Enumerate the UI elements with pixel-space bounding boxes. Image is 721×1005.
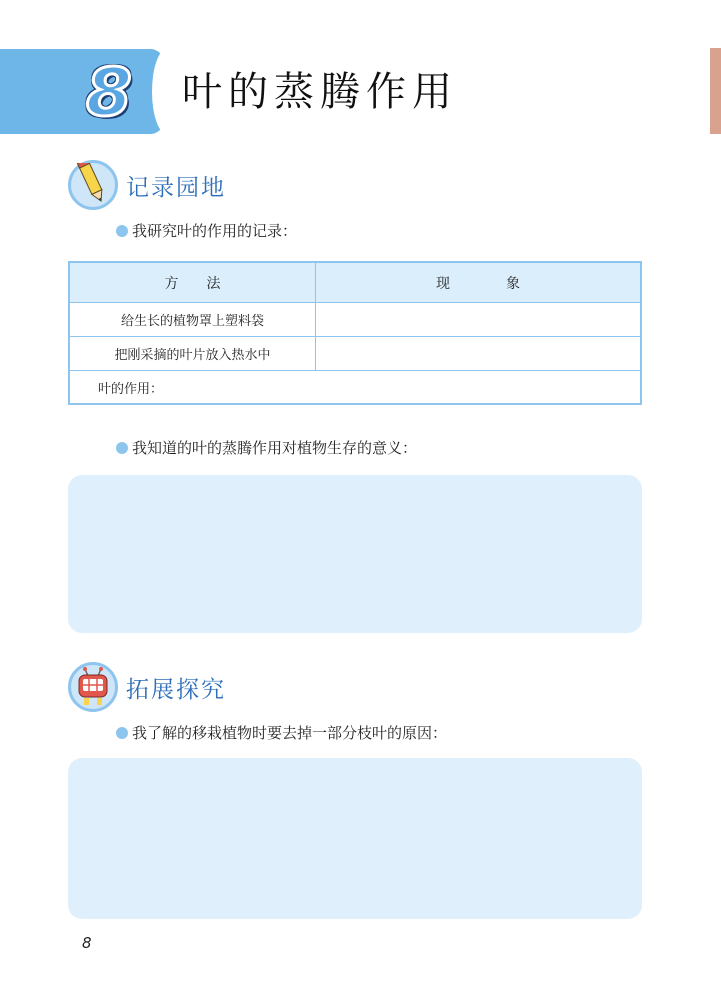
bullet-dot	[116, 442, 128, 454]
page-number: 8	[82, 934, 92, 952]
significance-prompt	[116, 437, 417, 459]
method-cell: 把刚采摘的叶片放入热水中	[70, 337, 316, 370]
phenomenon-cell[interactable]	[316, 303, 640, 336]
method-cell: 给生长的植物罩上塑料袋	[70, 303, 316, 336]
significance-answer-box[interactable]	[68, 475, 642, 633]
significance-prompt-text: 我知道的叶的蒸腾作用对植物生存的意义：	[132, 439, 418, 457]
record-prompt	[116, 220, 297, 242]
header-method: 方 法	[70, 263, 316, 302]
chapter-number: 8	[86, 54, 132, 131]
table-footer-row	[70, 371, 640, 403]
chapter-title: 叶的蒸腾作用	[182, 69, 458, 115]
bullet-dot	[116, 727, 128, 739]
side-tab	[710, 48, 721, 134]
leaf-function-label[interactable]: 叶的作用：	[98, 381, 164, 397]
bullet-dot	[116, 225, 128, 237]
extend-answer-box[interactable]	[68, 758, 642, 919]
table-row	[70, 337, 640, 371]
robot-icon	[68, 662, 118, 712]
extend-prompt	[116, 722, 447, 744]
header-phenomenon: 现 象	[436, 275, 520, 292]
extend-section-title: 拓展探究	[126, 677, 226, 703]
record-section-title: 记录园地	[126, 175, 226, 201]
table-row	[70, 303, 640, 337]
pencil-icon	[68, 160, 118, 210]
record-table	[68, 261, 642, 405]
record-prompt-text: 我研究叶的作用的记录：	[132, 222, 298, 240]
phenomenon-cell[interactable]	[316, 337, 640, 370]
table-header-row	[70, 263, 640, 303]
extend-prompt-text: 我了解的移栽植物时要去掉一部分枝叶的原因：	[132, 724, 448, 742]
